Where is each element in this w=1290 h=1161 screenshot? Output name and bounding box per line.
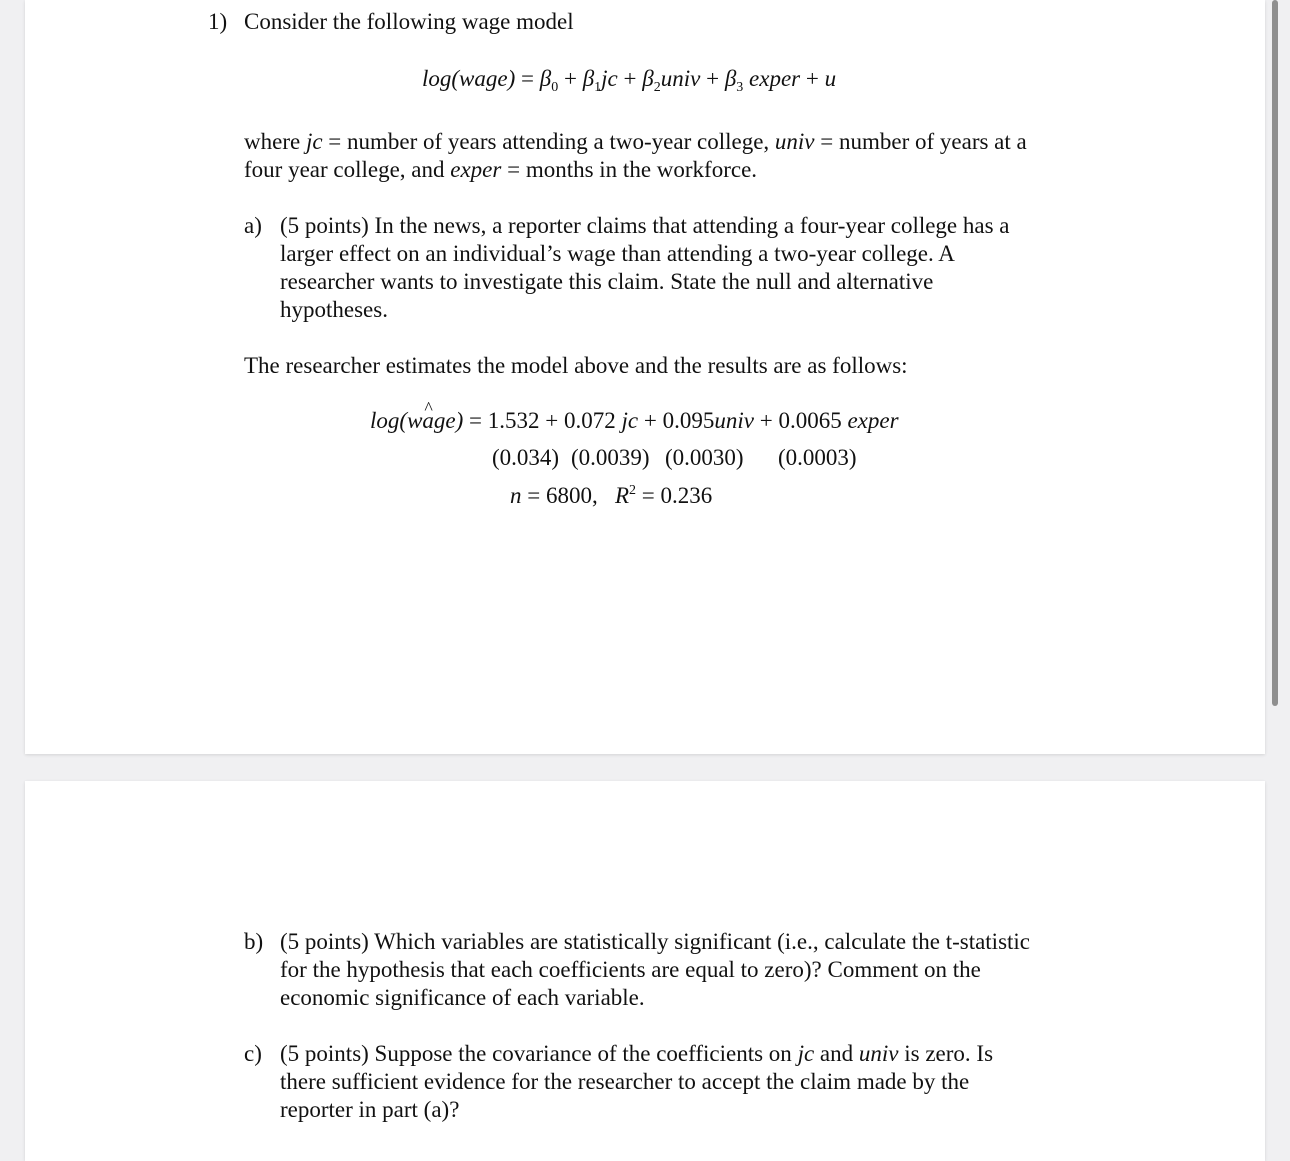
problem-intro: Consider the following wage model [244, 9, 574, 34]
part-a-line-1: (5 points) In the news, a reporter claims that attending a four-year college has a [280, 213, 1010, 238]
part-b-label: b) [244, 929, 264, 954]
part-a-line-3: researcher wants to investigate this claim. State the null and alternative [280, 269, 934, 294]
definition-line-2: four year college, and exper = months in the workforce. [244, 157, 758, 182]
scrollbar[interactable] [1272, 0, 1278, 706]
part-a-label: a) [244, 213, 262, 238]
se-exper: (0.0003) [778, 445, 857, 470]
part-b-line-1: (5 points) Which variables are statistically significant (i.e., calculate the t-statistic [280, 929, 1031, 954]
problem-number: 1) [208, 9, 228, 34]
part-a-line-2: larger effect on an individual’s wage than attending a two-year college. A [280, 241, 955, 266]
results-intro: The researcher estimates the model above and the results are as follows: [244, 353, 908, 378]
estimated-equation: log(w^ age) = 1.532 + 0.072 jc + 0.095univ + 0.0065 exper [370, 408, 899, 434]
definition-line-1: where jc = number of years attending a two-year college, univ = number of years at a [244, 129, 1027, 154]
part-c-line-3: reporter in part (a)? [280, 1097, 460, 1122]
se-intercept: (0.034) [492, 445, 560, 470]
model-equation: log(wage) = $\beta_0 + \beta_1jc$ + $\beta_2univ + \beta_3$ exper + u [422, 66, 837, 95]
sample-stats: n = 6800, $R^2 = 0.236$ [510, 483, 713, 508]
part-c-line-2: there sufficient evidence for the researcher to accept the claim made by the [280, 1069, 970, 1094]
se-univ: (0.0030) [665, 445, 744, 470]
part-b-line-3: economic significance of each variable. [280, 985, 645, 1010]
part-b-line-2: for the hypothesis that each coefficients are equal to zero)? Comment on the [280, 957, 981, 982]
part-c-label: c) [244, 1041, 262, 1066]
part-c-line-1: (5 points) Suppose the covariance of the coefficients on jc and univ is zero. Is [280, 1041, 994, 1066]
se-jc: (0.0039) [571, 445, 650, 470]
part-a-line-4: hypotheses. [280, 297, 388, 322]
